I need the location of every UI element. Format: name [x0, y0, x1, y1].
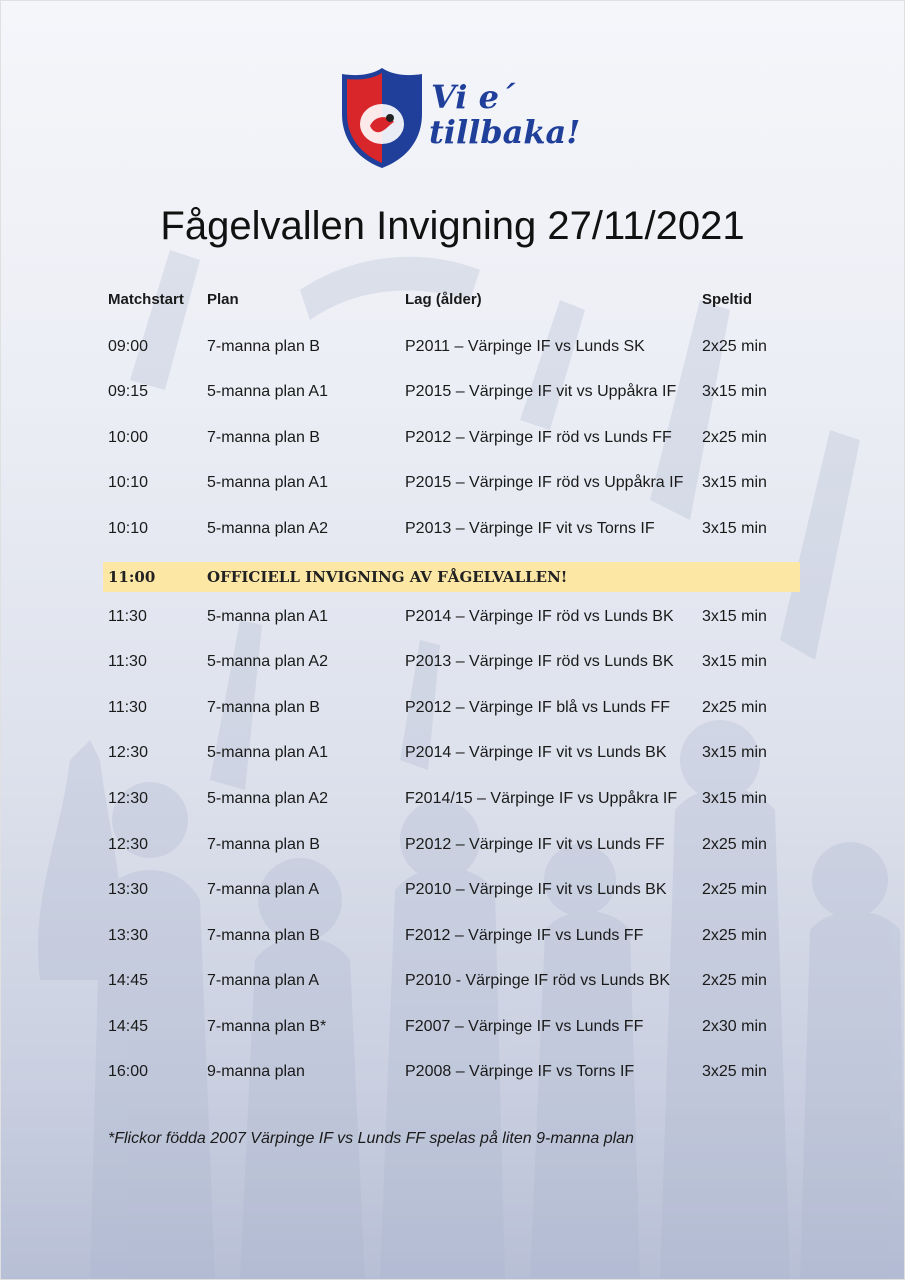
- row-time: 09:15: [108, 383, 149, 400]
- row-team: P2008 – Värpinge IF vs Torns IF: [405, 1063, 635, 1080]
- row-team: P2013 – Värpinge IF vit vs Torns IF: [405, 520, 655, 537]
- row-team: P2013 – Värpinge IF röd vs Lunds BK: [405, 653, 674, 670]
- header-duration: Speltid: [702, 291, 753, 308]
- row-duration: 3x15 min: [702, 744, 767, 761]
- highlight-text: OFFICIELL INVIGNING AV FÅGELVALLEN!: [207, 568, 568, 586]
- row-plan: 5-manna plan A1: [207, 383, 328, 400]
- row-plan: 5-manna plan A1: [207, 744, 328, 761]
- row-duration: 3x15 min: [702, 790, 767, 807]
- row-team: P2012 – Värpinge IF röd vs Lunds FF: [405, 429, 672, 446]
- row-time: 12:30: [108, 744, 149, 761]
- row-duration: 3x25 min: [702, 1063, 767, 1080]
- table-row: [0, 738, 905, 768]
- row-time: 11:30: [108, 608, 147, 625]
- row-duration: 3x15 min: [702, 653, 767, 670]
- row-duration: 3x15 min: [702, 474, 767, 491]
- row-duration: 3x15 min: [702, 383, 767, 400]
- club-shield-icon: [340, 66, 424, 170]
- table-row: [0, 602, 905, 632]
- inauguration-highlight-row: [103, 562, 800, 592]
- row-time: 10:10: [108, 474, 149, 491]
- row-duration: 2x25 min: [702, 338, 767, 355]
- club-slogan: [429, 80, 579, 160]
- row-time: 13:30: [108, 881, 149, 898]
- table-row: [0, 830, 905, 860]
- row-time: 12:30: [108, 790, 149, 807]
- row-duration: 2x25 min: [702, 836, 767, 853]
- row-plan: 7-manna plan A: [207, 881, 320, 898]
- row-time: 16:00: [108, 1063, 149, 1080]
- table-row: [0, 1012, 905, 1042]
- row-plan: 7-manna plan B: [207, 927, 320, 944]
- footnote: *Flickor födda 2007 Värpinge IF vs Lunds FF spelas på liten 9-manna plan: [108, 1130, 634, 1147]
- row-plan: 5-manna plan A1: [207, 608, 328, 625]
- row-team: P2014 – Värpinge IF vit vs Lunds BK: [405, 744, 667, 761]
- row-time: 12:30: [108, 836, 149, 853]
- table-row: [0, 423, 905, 453]
- row-duration: 2x25 min: [702, 881, 767, 898]
- row-team: P2015 – Värpinge IF röd vs Uppåkra IF: [405, 474, 684, 491]
- row-team: F2007 – Värpinge IF vs Lunds FF: [405, 1018, 644, 1035]
- row-team: P2012 – Värpinge IF blå vs Lunds FF: [405, 699, 671, 716]
- row-duration: 2x30 min: [702, 1018, 767, 1035]
- page-title: Fågelvallen Invigning 27/11/2021: [160, 204, 745, 248]
- row-team: P2015 – Värpinge IF vit vs Uppåkra IF: [405, 383, 677, 400]
- row-plan: 7-manna plan A: [207, 972, 320, 989]
- row-plan: 5-manna plan A2: [207, 790, 328, 807]
- table-row: [0, 468, 905, 498]
- row-time: 09:00: [108, 338, 149, 355]
- row-team: P2014 – Värpinge IF röd vs Lunds BK: [405, 608, 674, 625]
- row-time: 14:45: [108, 972, 149, 989]
- club-logo: [340, 66, 581, 170]
- row-team: P2011 – Värpinge IF vs Lunds SK: [405, 338, 645, 355]
- table-row: [0, 1057, 905, 1087]
- header-team: Lag (ålder): [405, 291, 482, 308]
- row-team: F2014/15 – Värpinge IF vs Uppåkra IF: [405, 790, 678, 807]
- table-row: [0, 784, 905, 814]
- row-duration: 2x25 min: [702, 429, 767, 446]
- row-duration: 2x25 min: [702, 972, 767, 989]
- row-team: P2010 - Värpinge IF röd vs Lunds BK: [405, 972, 671, 989]
- table-header: [0, 285, 905, 315]
- row-plan: 5-manna plan A1: [207, 474, 328, 491]
- slogan-line-2: tillbaka!: [429, 113, 581, 151]
- row-time: 14:45: [108, 1018, 149, 1035]
- row-plan: 7-manna plan B: [207, 836, 320, 853]
- table-row: [0, 875, 905, 905]
- row-plan: 9-manna plan: [207, 1063, 305, 1080]
- highlight-time: 11:00: [108, 568, 156, 586]
- table-row: [0, 514, 905, 544]
- row-plan: 7-manna plan B: [207, 429, 320, 446]
- row-time: 10:10: [108, 520, 149, 537]
- row-plan: 7-manna plan B*: [207, 1018, 327, 1035]
- row-duration: 3x15 min: [702, 520, 767, 537]
- row-time: 10:00: [108, 429, 149, 446]
- row-plan: 7-manna plan B: [207, 338, 320, 355]
- row-duration: 2x25 min: [702, 927, 767, 944]
- header-plan: Plan: [207, 291, 239, 308]
- table-row: [0, 377, 905, 407]
- row-plan: 5-manna plan A2: [207, 653, 328, 670]
- row-time: 11:30: [108, 699, 147, 716]
- table-row: [0, 693, 905, 723]
- table-row: [0, 332, 905, 362]
- row-duration: 2x25 min: [702, 699, 767, 716]
- row-team: P2010 – Värpinge IF vit vs Lunds BK: [405, 881, 667, 898]
- row-time: 11:30: [108, 653, 147, 670]
- row-plan: 7-manna plan B: [207, 699, 320, 716]
- row-time: 13:30: [108, 927, 149, 944]
- row-duration: 3x15 min: [702, 608, 767, 625]
- row-plan: 5-manna plan A2: [207, 520, 328, 537]
- header-time: Matchstart: [108, 291, 184, 308]
- slogan-line-1: Vi e´: [431, 78, 515, 116]
- row-team: F2012 – Värpinge IF vs Lunds FF: [405, 927, 644, 944]
- table-row: [0, 647, 905, 677]
- table-row: [0, 921, 905, 951]
- table-row: [0, 966, 905, 996]
- row-team: P2012 – Värpinge IF vit vs Lunds FF: [405, 836, 665, 853]
